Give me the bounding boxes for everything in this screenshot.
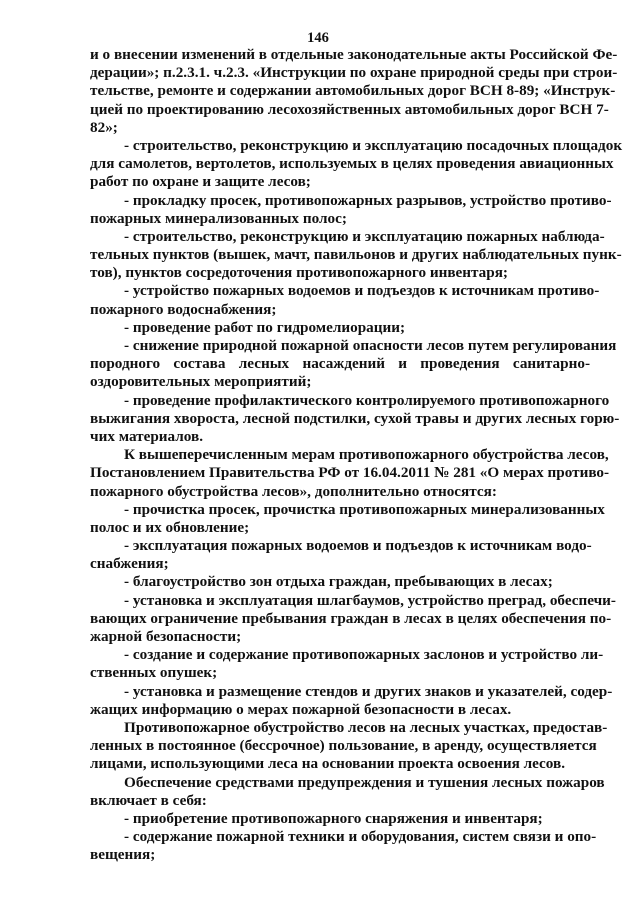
text-line: - установка и размещение стендов и других знаков и указателей, содер- <box>124 682 613 700</box>
page-number: 146 <box>307 30 329 46</box>
text-line: пожарного водоснабжения; <box>90 300 277 318</box>
text-line: Противопожарное обустройство лесов на лесных участках, предостав- <box>124 718 608 736</box>
text-line: - проведение профилактического контролируемого противопожарного <box>124 391 610 409</box>
body-text <box>90 46 623 864</box>
text-line: и о внесении изменений в отдельные законодательные акты Российской Фе- <box>90 46 618 63</box>
text-line: Постановлением Правительства РФ от 16.04.2011 № 281 «О мерах противо- <box>90 464 610 482</box>
text-line: породного состава лесных насаждений и проведения санитарно- <box>90 355 590 373</box>
text-line: - установка и эксплуатация шлагбаумов, устройство преград, обеспечи- <box>124 591 616 609</box>
text-line: пожарного обустройства лесов», дополнительно относятся: <box>90 482 497 500</box>
text-line: - создание и содержание противопожарных заслонов и устройство ли- <box>124 646 604 664</box>
text-line: - строительство, реконструкцию и эксплуатацию посадочных площадок <box>124 136 623 154</box>
text-line: - благоустройство зон отдыха граждан, пребывающих в лесах; <box>124 573 553 591</box>
text-line: тельстве, ремонте и содержании автомобильных дорог ВСН 8-89; «Инструк- <box>90 82 616 100</box>
text-line: лицами, использующими леса на основании проекта освоения лесов. <box>90 755 565 773</box>
text-line: выжигания хвороста, лесной подстилки, сухой травы и других лесных горю- <box>90 409 620 427</box>
text-line: - эксплуатация пожарных водоемов и подъездов к источникам водо- <box>124 537 592 555</box>
text-line: пожарных минерализованных полос; <box>90 209 347 227</box>
text-line: ленных в постоянное (бессрочное) пользование, в аренду, осуществляется <box>90 737 597 755</box>
text-line: - прокладку просек, противопожарных разрывов, устройство противо- <box>124 191 612 209</box>
text-line: вающих ограничение пребывания граждан в лесах в целях обеспечения по- <box>90 609 612 627</box>
text-line: - проведение работ по гидромелиорации; <box>124 318 406 336</box>
text-line: ственных опушек; <box>90 664 218 682</box>
text-line: - приобретение противопожарного снаряжения и инвентаря; <box>124 809 543 827</box>
text-line: оздоровительных мероприятий; <box>90 373 312 391</box>
text-line: - снижение природной пожарной опасности лесов путем регулирования <box>124 337 617 354</box>
text-line: вещения; <box>90 846 156 864</box>
text-line: полос и их обновление; <box>90 518 250 536</box>
text-line: дерации»; п.2.3.1. ч.2.3. «Инструкции по охране природной среды при строи- <box>90 64 618 82</box>
text-line: тельных пунктов (вышек, мачт, павильонов и других наблюдательных пунк- <box>90 246 622 264</box>
text-line: 82»; <box>90 118 118 136</box>
text-line: жарной безопасности; <box>90 628 242 645</box>
text-line: Обеспечение средствами предупреждения и тушения лесных пожаров <box>124 773 605 791</box>
text-line: К вышеперечисленным мерам противопожарного обустройства лесов, <box>124 446 609 464</box>
text-line: включает в себя: <box>90 791 207 809</box>
text-line: чих материалов. <box>90 427 204 445</box>
text-line: жащих информацию о мерах пожарной безопасности в лесах. <box>90 700 512 718</box>
text-line: - прочистка просек, прочистка противопожарных минерализованных <box>124 500 605 518</box>
text-line: - содержание пожарной техники и оборудования, систем связи и опо- <box>124 828 597 846</box>
text-line: для самолетов, вертолетов, используемых в целях проведения авиационных <box>90 155 614 173</box>
text-line: снабжения; <box>90 555 169 573</box>
text-line: цией по проектированию лесохозяйственных автомобильных дорог ВСН 7- <box>90 100 609 118</box>
text-line: - устройство пожарных водоемов и подъездов к источникам противо- <box>124 282 600 300</box>
text-line: работ по охране и защите лесов; <box>90 173 311 191</box>
text-line: - строительство, реконструкцию и эксплуатацию пожарных наблюда- <box>124 227 605 245</box>
text-line: тов), пунктов сосредоточения противопожарного инвентаря; <box>90 264 508 282</box>
